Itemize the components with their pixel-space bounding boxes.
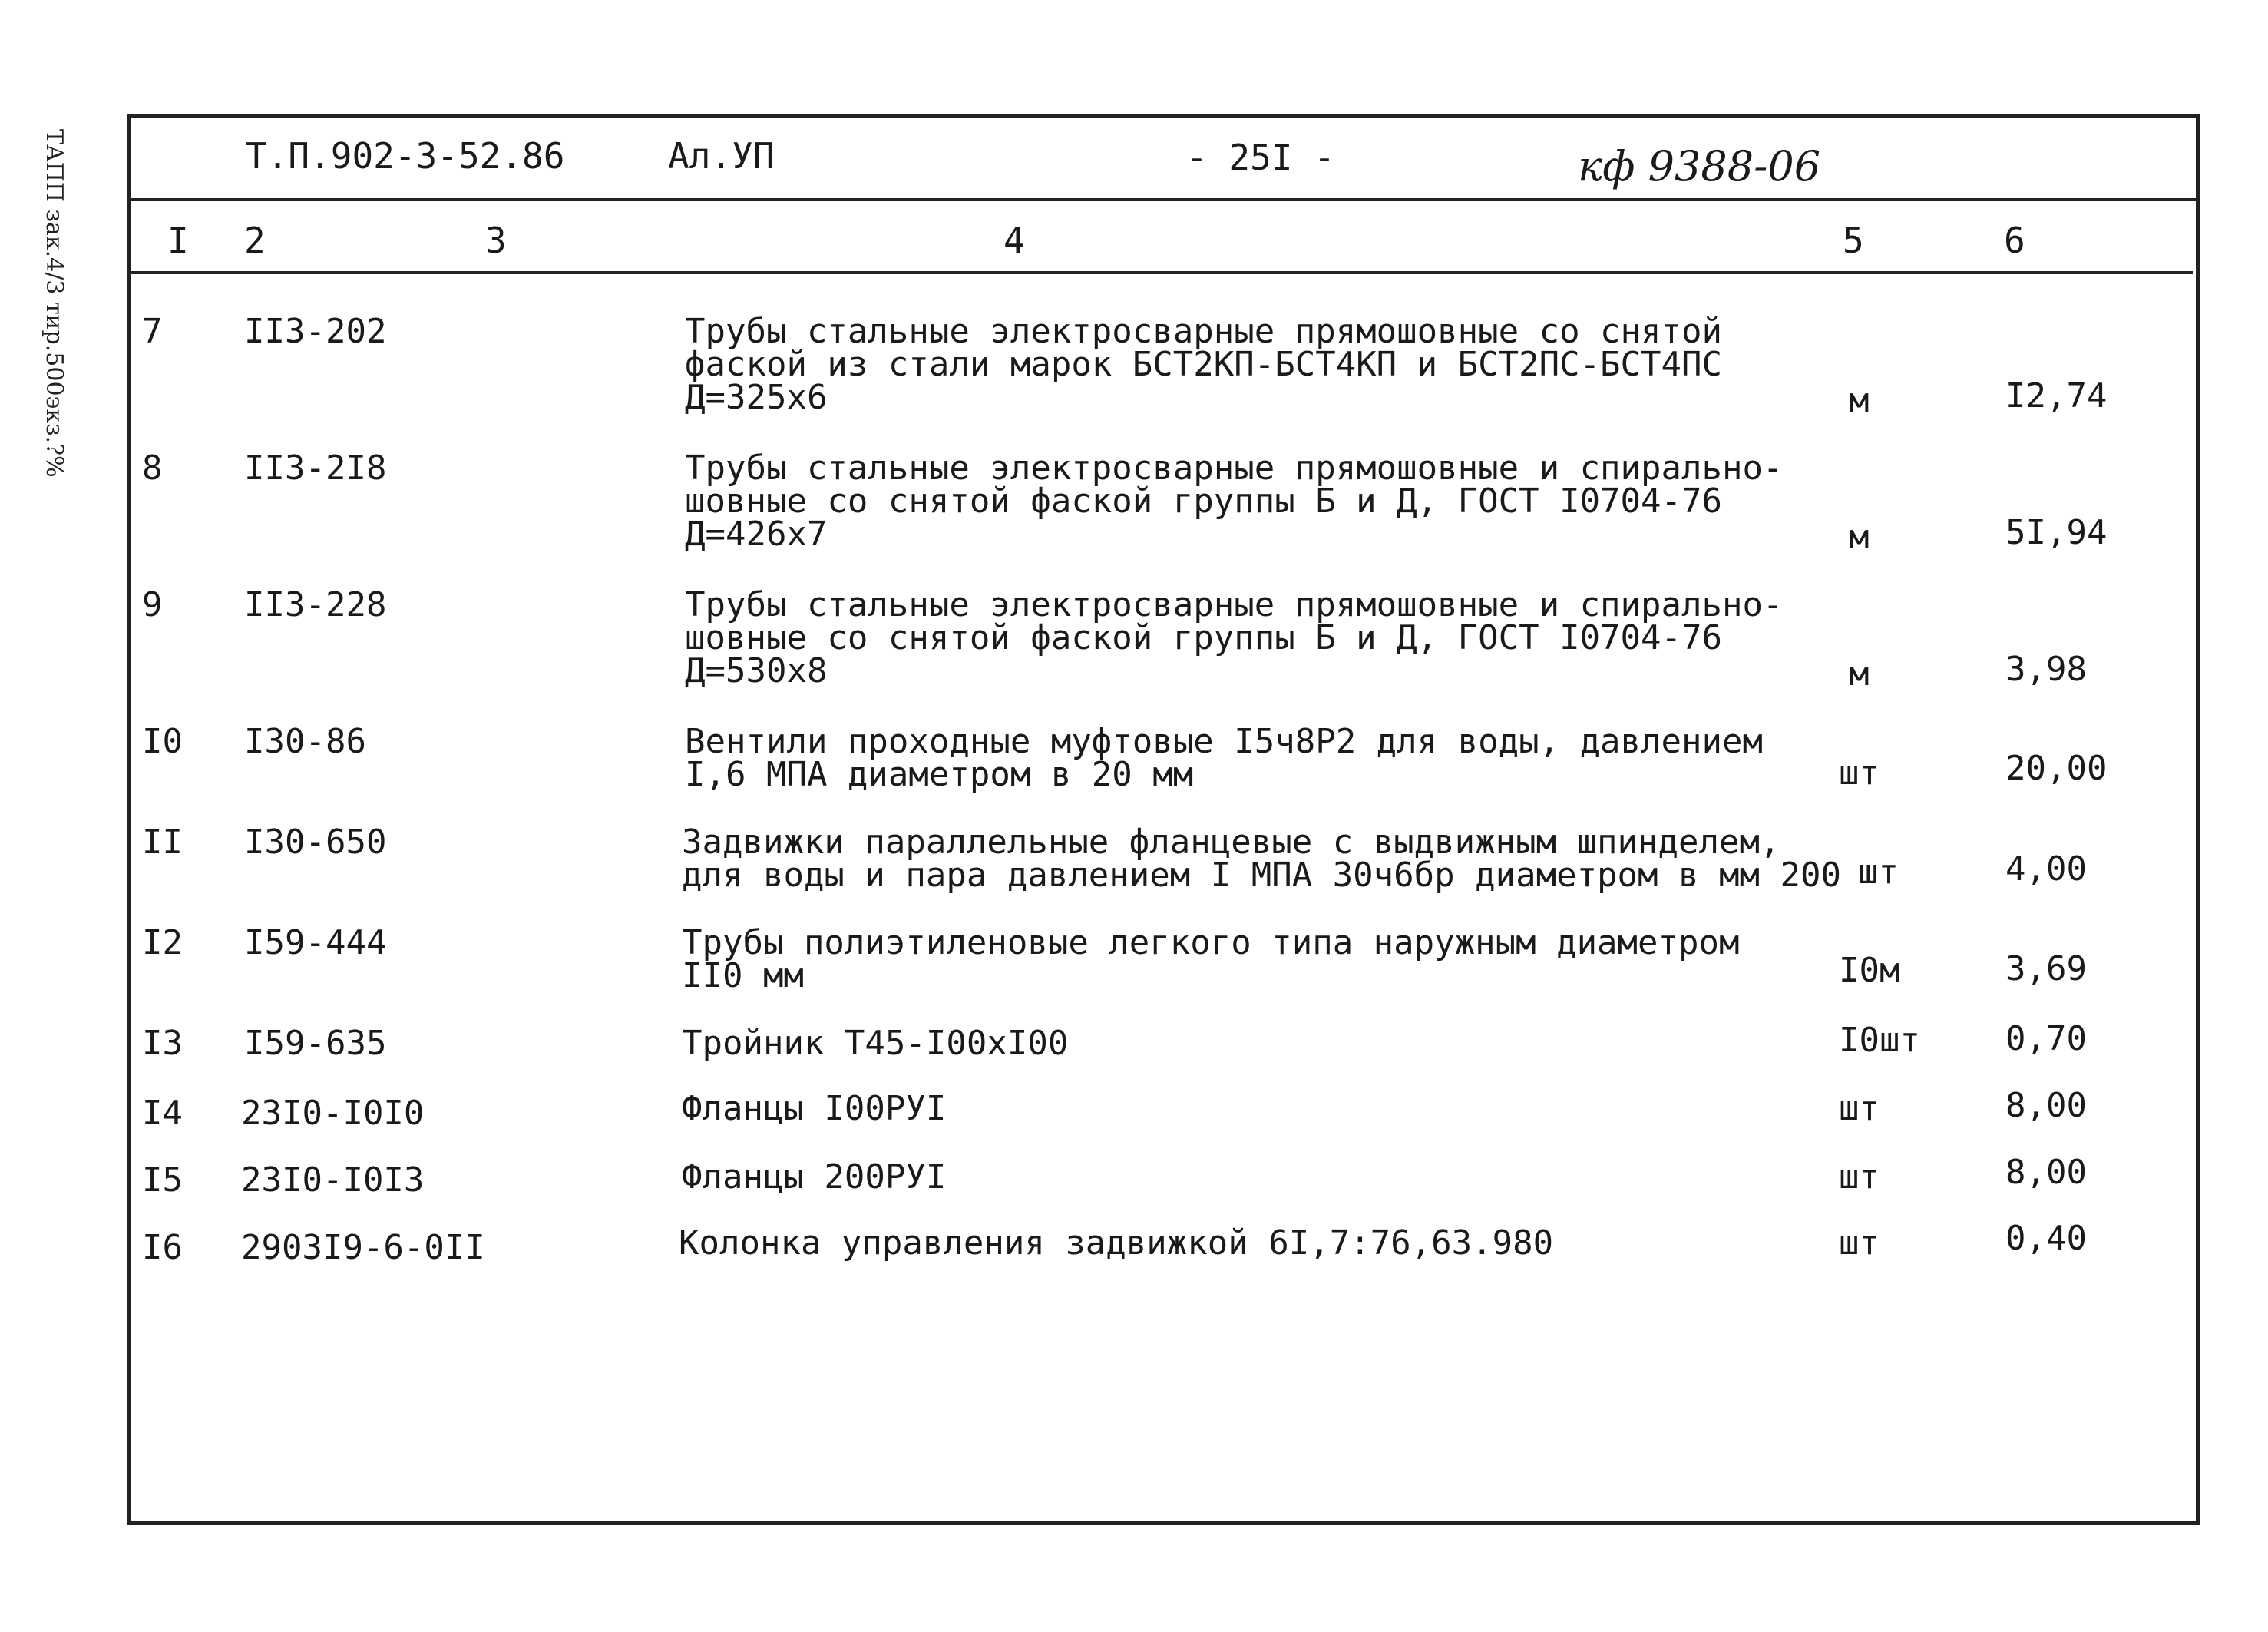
column-number-2: 2 bbox=[244, 220, 266, 261]
row-number: I0 bbox=[142, 722, 183, 761]
row-description-line: для воды и пара давлением I МПА 30ч6бр диаметром в мм 200 bbox=[682, 856, 1841, 895]
row-unit: м bbox=[1849, 518, 1870, 557]
row-quantity: 0,70 bbox=[2005, 1019, 2087, 1058]
row-number: I3 bbox=[142, 1024, 183, 1063]
column-number-1: I bbox=[167, 220, 189, 261]
row-number: 7 bbox=[142, 312, 163, 351]
row-unit: шт bbox=[1839, 753, 1880, 793]
row-description-line: Д=325х6 bbox=[685, 378, 828, 417]
row-quantity: 8,00 bbox=[2005, 1153, 2087, 1192]
row-quantity: 8,00 bbox=[2005, 1086, 2087, 1125]
row-description-line: I,6 МПА диаметром в 20 мм bbox=[685, 755, 1194, 794]
row-code: I59-444 bbox=[244, 923, 387, 962]
row-unit: м bbox=[1849, 381, 1870, 420]
row-number: 8 bbox=[142, 449, 163, 488]
print-stamp: ТАПП зак.4/3 тир.500экз.?% bbox=[41, 129, 68, 478]
row-unit: шт bbox=[1839, 1157, 1880, 1197]
header-divider bbox=[129, 198, 2197, 201]
row-description-line: шовные со снятой фаской группы Б и Д, ГОСТ I0704-76 bbox=[685, 482, 1723, 521]
row-description-line: Д=426х7 bbox=[685, 515, 828, 554]
row-number: I5 bbox=[142, 1160, 183, 1200]
row-number: I2 bbox=[142, 923, 183, 962]
row-number: I6 bbox=[142, 1228, 183, 1267]
row-code: I59-635 bbox=[244, 1024, 387, 1063]
row-description-line: Тройник Т45-I00хI00 bbox=[682, 1024, 1069, 1063]
row-unit: шт bbox=[1839, 1223, 1880, 1263]
row-code: 23I0-I0I0 bbox=[241, 1094, 425, 1133]
album-number: Ал.УП bbox=[668, 135, 775, 177]
row-description-line: Фланцы I00РУI bbox=[682, 1089, 947, 1128]
row-unit: м bbox=[1849, 654, 1870, 694]
row-description-line: Колонка управления задвижкой 6I,7:76,63.980 bbox=[679, 1223, 1554, 1263]
column-header-divider bbox=[129, 271, 2193, 274]
handwritten-code: кф 9388-06 bbox=[1578, 142, 1821, 190]
row-description-line: II0 мм bbox=[682, 956, 804, 995]
column-number-3: 3 bbox=[485, 220, 507, 261]
row-description-line: фаской из стали марок БСТ2КП-БСТ4КП и БСТ2ПС-БСТ4ПС bbox=[685, 345, 1723, 384]
row-unit: шт bbox=[1858, 852, 1899, 892]
column-number-4: 4 bbox=[1003, 220, 1025, 261]
row-description-line: Задвижки параллельные фланцевые с выдвижным шпинделем, bbox=[682, 823, 1780, 862]
row-quantity: 3,69 bbox=[2005, 949, 2087, 988]
row-code: 2903I9-6-0II bbox=[241, 1228, 485, 1267]
row-quantity: I2,74 bbox=[2005, 376, 2108, 415]
row-quantity: 20,00 bbox=[2005, 749, 2108, 788]
row-quantity: 0,40 bbox=[2005, 1219, 2087, 1258]
row-unit: I0м bbox=[1839, 951, 1900, 990]
row-description-line: Фланцы 200РУI bbox=[682, 1157, 947, 1197]
row-quantity: 5I,94 bbox=[2005, 513, 2108, 552]
page-number: - 25I - bbox=[1186, 137, 1335, 178]
column-number-5: 5 bbox=[1843, 220, 1864, 261]
row-code: II3-2I8 bbox=[244, 449, 387, 488]
column-number-6: 6 bbox=[2004, 220, 2025, 261]
row-quantity: 3,98 bbox=[2005, 650, 2087, 689]
row-unit: шт bbox=[1839, 1089, 1880, 1128]
row-code: 23I0-I0I3 bbox=[241, 1160, 425, 1200]
row-description-line: шовные со снятой фаской группы Б и Д, ГОСТ I0704-76 bbox=[685, 618, 1723, 657]
row-description-line: Д=530х8 bbox=[685, 651, 828, 690]
row-description-line: Вентили проходные муфтовые I5ч8Р2 для воды, давлением bbox=[685, 722, 1763, 761]
row-code: II3-202 bbox=[244, 312, 387, 351]
row-description-line: Трубы стальные электросварные прямошовные и спирально- bbox=[685, 585, 1784, 624]
row-code: I30-650 bbox=[244, 823, 387, 862]
row-unit: I0шт bbox=[1839, 1021, 1920, 1060]
row-number: I4 bbox=[142, 1094, 183, 1133]
row-description-line: Трубы полиэтиленовые легкого типа наружным диаметром bbox=[682, 923, 1740, 962]
row-number: II bbox=[142, 823, 183, 862]
row-code: II3-228 bbox=[244, 585, 387, 624]
row-description-line: Трубы стальные электросварные прямошовные со снятой bbox=[685, 312, 1723, 351]
row-description-line: Трубы стальные электросварные прямошовные и спирально- bbox=[685, 449, 1784, 488]
row-code: I30-86 bbox=[244, 722, 366, 761]
row-quantity: 4,00 bbox=[2005, 849, 2087, 889]
row-number: 9 bbox=[142, 585, 163, 624]
project-number: Т.П.902-3-52.86 bbox=[246, 135, 565, 177]
